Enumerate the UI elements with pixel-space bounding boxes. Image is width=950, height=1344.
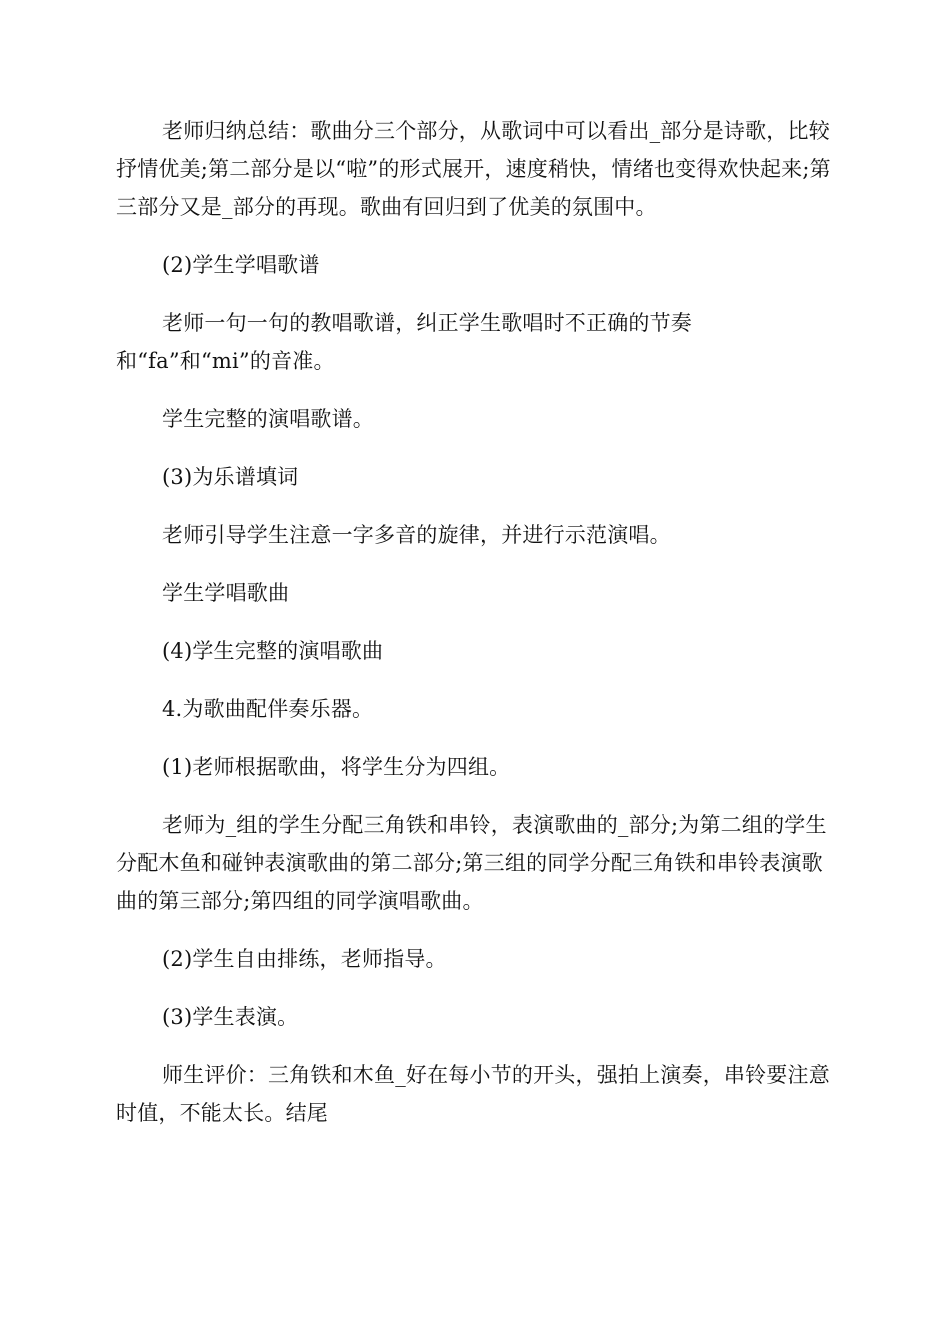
paragraph-groups: (1)老师根据歌曲，将学生分为四组。 xyxy=(162,755,511,779)
paragraph-step-4: (4)学生完整的演唱歌曲 xyxy=(162,639,384,663)
paragraph-section-4: 4.为歌曲配伴奏乐器。 xyxy=(162,697,374,721)
document-body xyxy=(116,112,836,1152)
paragraph-performance: (3)学生表演。 xyxy=(162,1005,299,1029)
paragraph-guide-melody: 老师引导学生注意一字多音的旋律，并进行示范演唱。 xyxy=(162,523,671,547)
paragraph-evaluation: 师生评价：三角铁和木鱼_好在每小节的开头，强拍上演奏，串铃要注意时值，不能太长。结尾 xyxy=(116,1063,830,1125)
paragraph-learn-song: 学生学唱歌曲 xyxy=(162,581,290,605)
paragraph-summary: 老师归纳总结：歌曲分三个部分，从歌词中可以看出_部分是诗歌，比较抒情优美;第二部分是以“啦”的形式展开，速度稍快，情绪也变得欢快起来;第三部分又是_部分的再现。歌曲有回归到了优美的氛围中。 xyxy=(116,119,831,219)
paragraph-rehearsal: (2)学生自由排练，老师指导。 xyxy=(162,947,447,971)
paragraph-step-3: (3)为乐谱填词 xyxy=(162,465,299,489)
paragraph-sing-score: 学生完整的演唱歌谱。 xyxy=(162,407,374,431)
paragraph-step-2: (2)学生学唱歌谱 xyxy=(162,253,320,277)
paragraph-instrument-assignment: 老师为_组的学生分配三角铁和串铃，表演歌曲的_部分;为第二组的学生分配木鱼和碰钟表演歌曲的第二部分;第三组的同学分配三角铁和串铃表演歌曲的第三部分;第四组的同学演唱歌曲。 xyxy=(116,813,827,913)
paragraph-teach-score: 老师一句一句的教唱歌谱，纠正学生歌唱时不正确的节奏 和“fa”和“mi”的音准。 xyxy=(116,311,692,373)
